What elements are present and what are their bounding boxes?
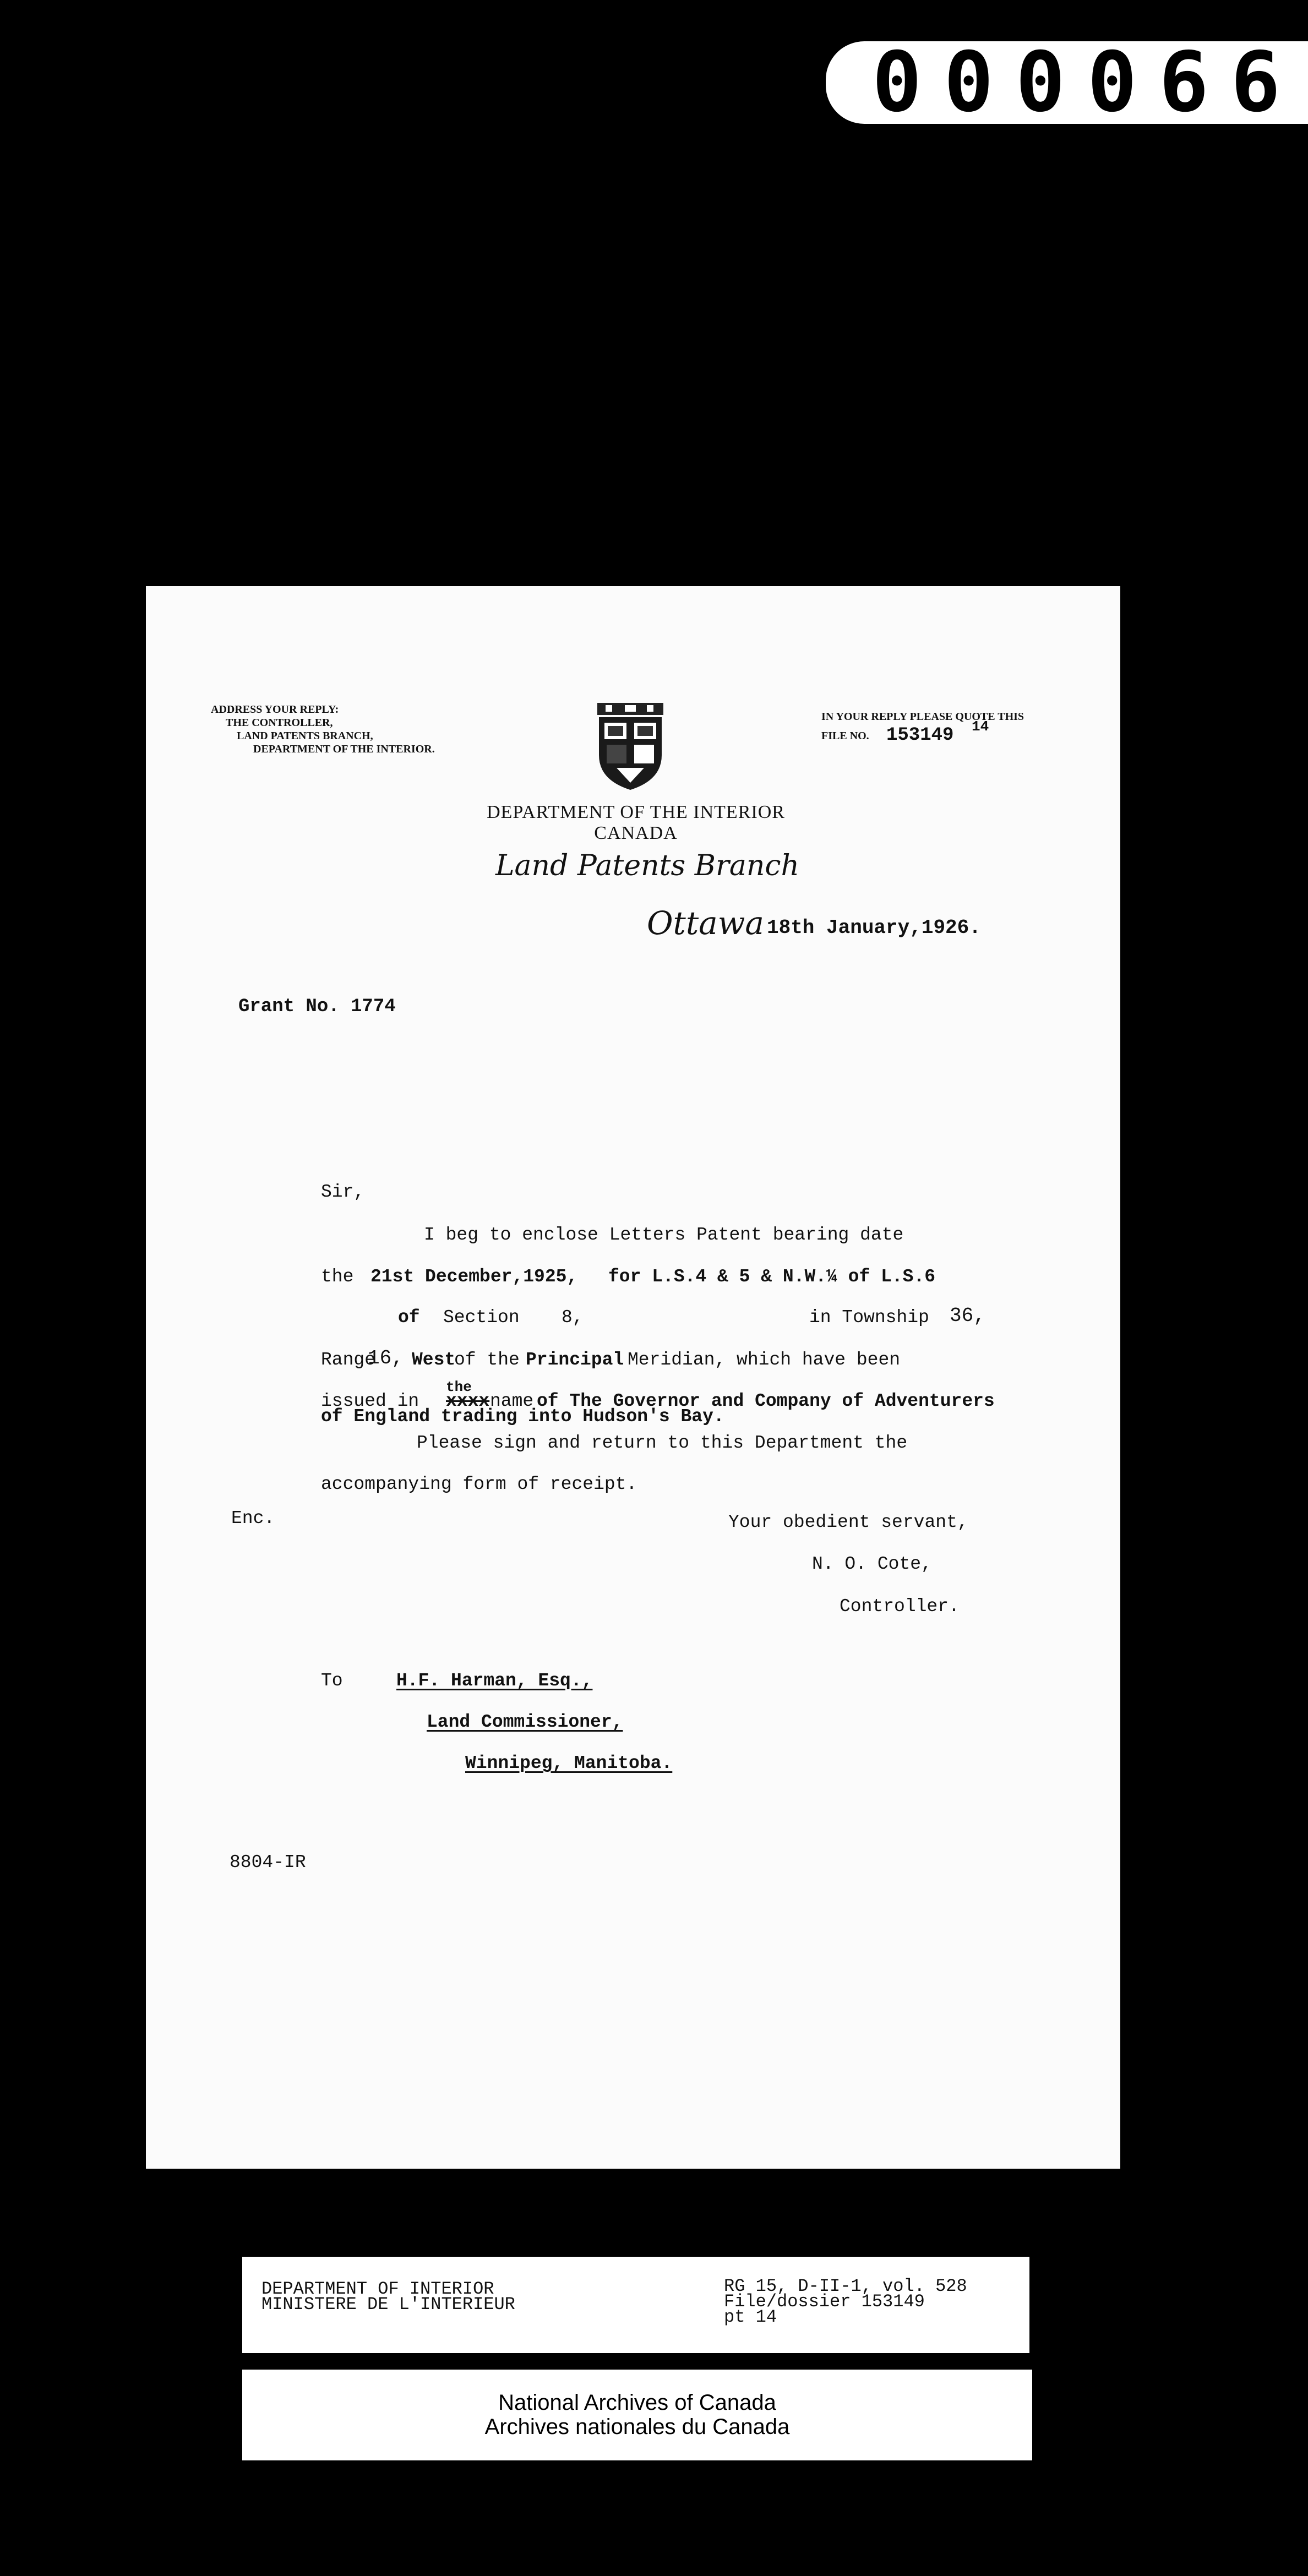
branch-name: Land Patents Branch [495, 849, 799, 882]
recipient-name: H.F. Harman, Esq., [396, 1671, 593, 1691]
address-reply-line-4: DEPARTMENT OF THE INTERIOR. [253, 743, 435, 755]
west-label: West [412, 1350, 456, 1370]
range-number: 16, [368, 1347, 404, 1369]
file-dossier-ref: File/dossier 153149 [724, 2291, 925, 2312]
archive-reference-label [242, 2257, 1029, 2353]
frame-number-label [826, 35, 1308, 130]
frame-number: 000066 [872, 35, 1302, 130]
section-label: Section [443, 1307, 520, 1328]
principal-label: Principal [526, 1350, 624, 1370]
body-line-7: Please sign and return to this Department the [417, 1433, 908, 1453]
body-line-5-issued: issued in [321, 1391, 419, 1411]
country-name: CANADA [594, 823, 678, 843]
department-name: DEPARTMENT OF THE INTERIOR [487, 802, 785, 822]
address-reply-line-3: LAND PATENTS BRANCH, [237, 730, 373, 742]
to-label: To [321, 1671, 343, 1691]
department-label-en: DEPARTMENT OF INTERIOR [261, 2279, 494, 2299]
letter-date: 18th January,1926. [767, 916, 981, 939]
record-group-ref: RG 15, D-II-1, vol. 528 [724, 2276, 967, 2296]
address-reply-line-2: THE CONTROLLER, [226, 717, 333, 729]
legal-subdivisions: for L.S.4 & 5 & N.W.¼ of L.S.6 [608, 1267, 936, 1287]
body-line-8: accompanying form of receipt. [321, 1474, 637, 1494]
signatory: N. O. Cote, [812, 1554, 932, 1574]
quote-instruction: IN YOUR REPLY PLEASE QUOTE THIS [821, 711, 1024, 723]
body-line-4-of: of the [454, 1350, 520, 1370]
township-label: in Township [809, 1307, 929, 1328]
body-line-3-of: of [398, 1307, 420, 1328]
file-number-part: 14 [972, 718, 989, 735]
recipient-city: Winnipeg, Manitoba. [465, 1753, 673, 1773]
file-no-label: FILE NO. [821, 730, 869, 742]
address-reply-line-1: ADDRESS YOUR REPLY: [211, 703, 339, 716]
coat-of-arms-icon [595, 703, 666, 791]
place-of-writing: Ottawa [647, 904, 764, 942]
archives-name-fr: Archives nationales du Canada [484, 2415, 790, 2439]
archives-name-en: National Archives of Canada [498, 2391, 776, 2415]
signatory-title: Controller. [840, 1596, 960, 1617]
inserted-word: the [446, 1379, 472, 1395]
section-number: 8, [562, 1307, 584, 1328]
patent-date: 21st December,1925, [370, 1267, 578, 1287]
body-line-5-name: name [490, 1391, 534, 1411]
archives-banner [242, 2370, 1032, 2460]
struck-out-word: xxxx [446, 1391, 490, 1411]
grantee-line-1: of The Governor and Company of Adventurers [537, 1391, 995, 1411]
range-label: Range [321, 1350, 376, 1370]
letter-page [146, 586, 1120, 2169]
grantee-line-2: of England trading into Hudson's Bay. [321, 1406, 724, 1427]
body-line-2-prefix: the [321, 1267, 354, 1287]
part-ref: pt 14 [724, 2307, 777, 2327]
grant-number: Grant No. 1774 [238, 996, 396, 1017]
file-number: 153149 [886, 725, 954, 746]
salutation: Sir, [321, 1182, 365, 1202]
enclosure-note: Enc. [231, 1508, 275, 1529]
body-line-4-rest: Meridian, which have been [628, 1350, 901, 1370]
recipient-title: Land Commissioner, [427, 1712, 623, 1732]
reference-code: 8804-IR [230, 1852, 306, 1873]
closing: Your obedient servant, [728, 1512, 968, 1532]
department-label-fr: MINISTERE DE L'INTERIEUR [261, 2294, 515, 2315]
township-number: 36, [950, 1305, 985, 1327]
body-line-1: I beg to enclose Letters Patent bearing date [424, 1225, 904, 1245]
